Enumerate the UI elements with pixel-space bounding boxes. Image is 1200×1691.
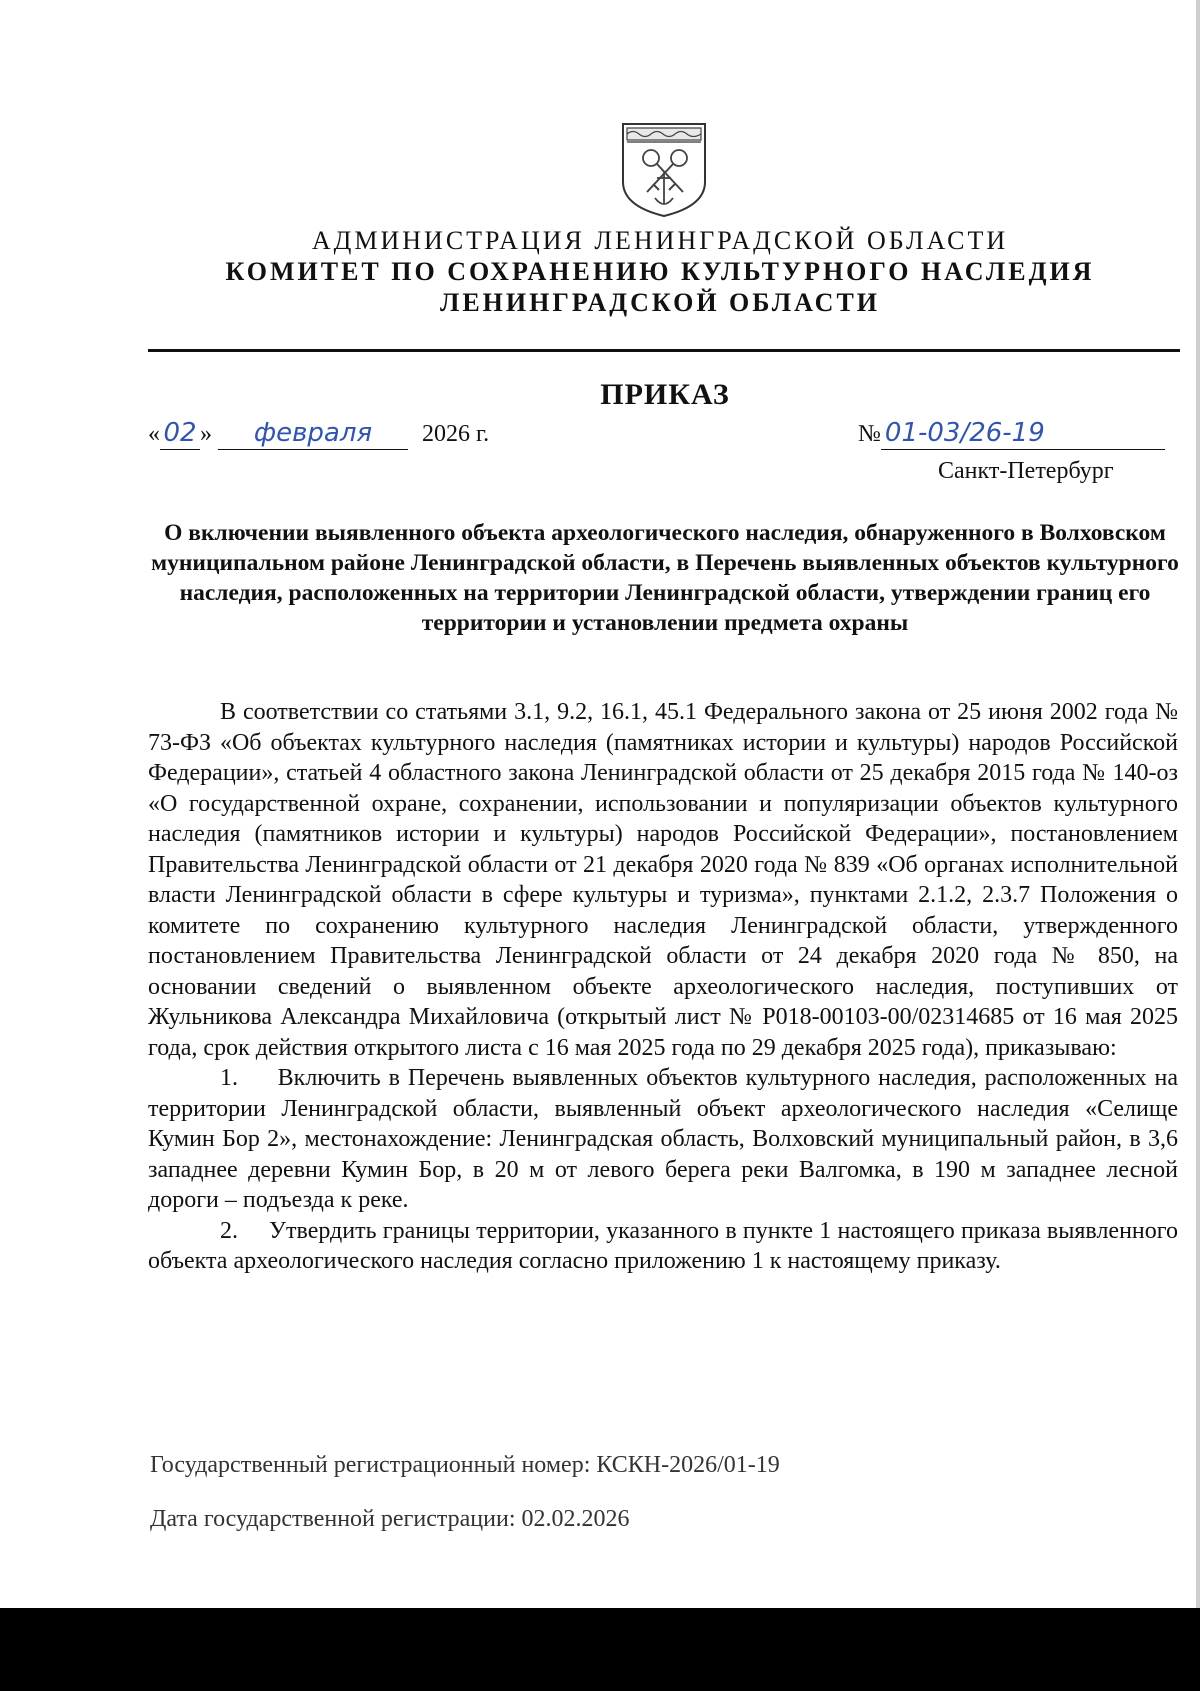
order-year: 2026 г. (422, 421, 490, 447)
registration-number: Государственный регистрационный номер: КСКН-2026/01-19 (150, 1452, 780, 1478)
order-number (858, 418, 1165, 450)
order-item-text: Утвердить границы территории, указанного в пункте 1 настоящего приказа выявленного объекта археологического наследия согласно приложению 1 к настоящему приказу. (148, 1217, 1179, 1274)
order-preamble: В соответствии со статьями 3.1, 9.2, 16.1, 45.1 Федерального закона от 25 июня 2002 года № 73-ФЗ «Об объектах культурного наследия (памятниках истории и культуры) народов Российской Федерации», статьей 4 областного закона Ленинградской области от 25 декабря 2015 года № 140-оз «О государственной охране, сохранении, использовании и популяризации объектов культурного наследия (памятников истории и культуры) народов Российской Федерации», постановлением Правительства Ленинградской области от 21 декабря 2020 года № 839 «Об органах исполнительной власти Ленинградской области в сфере культуры и туризма», пунктами 2.1.2, 2.3.7 Положения о комитете по сохранению культурного наследия Ленинградской области, утвержденного постановлением Правительства Ленинградской области от 24 декабря 2020 года № 850, на основании сведений о выявленном объекте археологического наследия, поступивших от Жульникова Александра Михайловича (открытый лист № Р018-00103-00/02314685 от 16 мая 2025 года, срок действия открытого листа с 16 мая 2025 года по 29 декабря 2025 года), приказываю: (148, 699, 1178, 1061)
quote-open: « (148, 421, 160, 447)
order-place: Санкт-Петербург (938, 458, 1114, 484)
order-date (148, 418, 489, 450)
scan-edge (1196, 0, 1200, 1691)
registration-date: Дата государственной регистрации: 02.02.2026 (150, 1506, 630, 1532)
order-day-handwritten: 02 (163, 418, 197, 448)
scan-bottom-band (0, 1608, 1200, 1691)
order-title: ПРИКАЗ (600, 378, 730, 411)
order-item-2 (148, 1216, 1178, 1277)
order-item-text: Включить в Перечень выявленных объектов культурного наследия, расположенных на территории Ленинградской области, выявленный объект археологического наследия «Селище Кумин Бор 2», местонахождение: Ленинградская область, Волховский муниципальный район, в 3,6 западнее деревни Кумин Бор, в 20 м от левого берега реки Валгомка, в 190 м западнее лесной дороги – подъезда к реке. (148, 1065, 1178, 1213)
order-item-number: 1. (220, 1065, 238, 1091)
header-divider (148, 349, 1180, 352)
order-number-field (881, 418, 1165, 450)
quote-close: » (200, 421, 212, 447)
coat-of-arms-emblem (617, 120, 711, 218)
order-number-handwritten: 01-03/26-19 (884, 418, 1045, 448)
header-administration: АДМИНИСТРАЦИЯ ЛЕНИНГРАДСКОЙ ОБЛАСТИ (311, 226, 1009, 255)
order-item-number: 2. (220, 1217, 238, 1244)
header-committee: КОМИТЕТ ПО СОХРАНЕНИЮ КУЛЬТУРНОГО НАСЛЕДИЯ (225, 257, 1095, 286)
order-month (218, 418, 408, 450)
order-number-label: № (858, 421, 881, 447)
header-region: ЛЕНИНГРАДСКОЙ ОБЛАСТИ (439, 288, 881, 317)
order-body (148, 697, 1178, 1277)
order-subject: О включении выявленного объекта археологического наследия, обнаруженного в Волховском муниципальном районе Ленинградской области, в Перечень выявленных объектов культурного наследия, расположенных на территории Ленинградской области, утверждении границ его территории и установлении предмета охраны (151, 520, 1179, 636)
order-item-1 (148, 1063, 1178, 1216)
order-day (160, 418, 200, 450)
order-month-handwritten: февраля (253, 418, 373, 448)
